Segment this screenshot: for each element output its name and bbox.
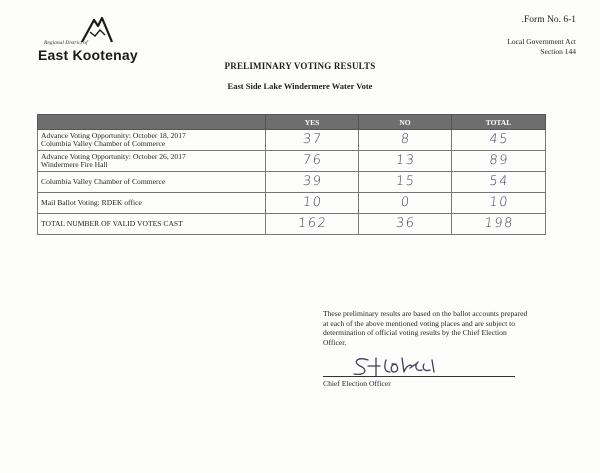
yes-cell: 39: [264, 172, 359, 193]
no-cell: 13: [357, 151, 452, 172]
yes-cell: 76: [264, 151, 359, 172]
table-row: [38, 130, 546, 151]
act-reference: [507, 37, 576, 56]
no-cell: 15: [357, 172, 452, 193]
act-line: Local Government Act: [507, 37, 576, 46]
signature-line: [323, 376, 515, 377]
handwritten-signature: [346, 354, 456, 378]
no-cell: 0: [357, 193, 452, 214]
no-cell: 8: [357, 130, 452, 151]
act-line: Section 144: [540, 46, 576, 56]
yes-cell: 10: [264, 193, 359, 214]
row-label: [38, 130, 266, 151]
row-label-line: Advance Voting Opportunity: October 26, 2017: [41, 151, 186, 161]
column-header-no: NO: [359, 115, 452, 130]
form-number: .Form No. 6-1: [521, 15, 576, 25]
row-label: Columbia Valley Chamber of Commerce: [38, 172, 266, 193]
total-cell: 89: [450, 151, 546, 172]
page-title: PRELIMINARY VOTING RESULTS: [224, 61, 376, 71]
signature-label: Chief Election Officer: [323, 379, 391, 388]
table-row: [38, 172, 546, 193]
total-cell: 54: [450, 172, 546, 193]
rdek-logo: [38, 14, 148, 66]
grand-total-cell: 198: [450, 214, 546, 235]
logo-small-text: Regional District of: [44, 40, 88, 46]
table-row-total: [38, 214, 546, 235]
row-label-line: Advance Voting Opportunity: October 18, 2017: [41, 130, 186, 140]
table-header-row: [38, 115, 546, 130]
column-header: [38, 115, 266, 130]
yes-cell: 37: [264, 130, 359, 151]
results-table: [37, 114, 546, 235]
no-total-cell: 36: [357, 214, 452, 235]
table-row: [38, 151, 546, 172]
total-cell: 45: [450, 130, 546, 151]
page-subtitle: East Side Lake Windermere Water Vote: [227, 81, 373, 91]
results-note: These preliminary results are based on the ballot accounts prepared at each of the above mentioned voting places and are subject to determination of official voting results by the Chief Election Officer.: [323, 309, 528, 347]
row-label: TOTAL NUMBER OF VALID VOTES CAST: [38, 214, 266, 235]
column-header-total: TOTAL: [452, 115, 546, 130]
column-header-yes: YES: [266, 115, 359, 130]
row-label: Mail Ballot Voting: RDEK office: [38, 193, 266, 214]
row-label: [38, 151, 266, 172]
row-label-line: Windermere Fire Hall: [41, 160, 108, 169]
total-cell: 10: [450, 193, 546, 214]
logo-text: East Kootenay: [38, 47, 138, 63]
yes-total-cell: 162: [264, 214, 359, 235]
row-label-line: Columbia Valley Chamber of Commerce: [41, 139, 166, 148]
table-row: [38, 193, 546, 214]
